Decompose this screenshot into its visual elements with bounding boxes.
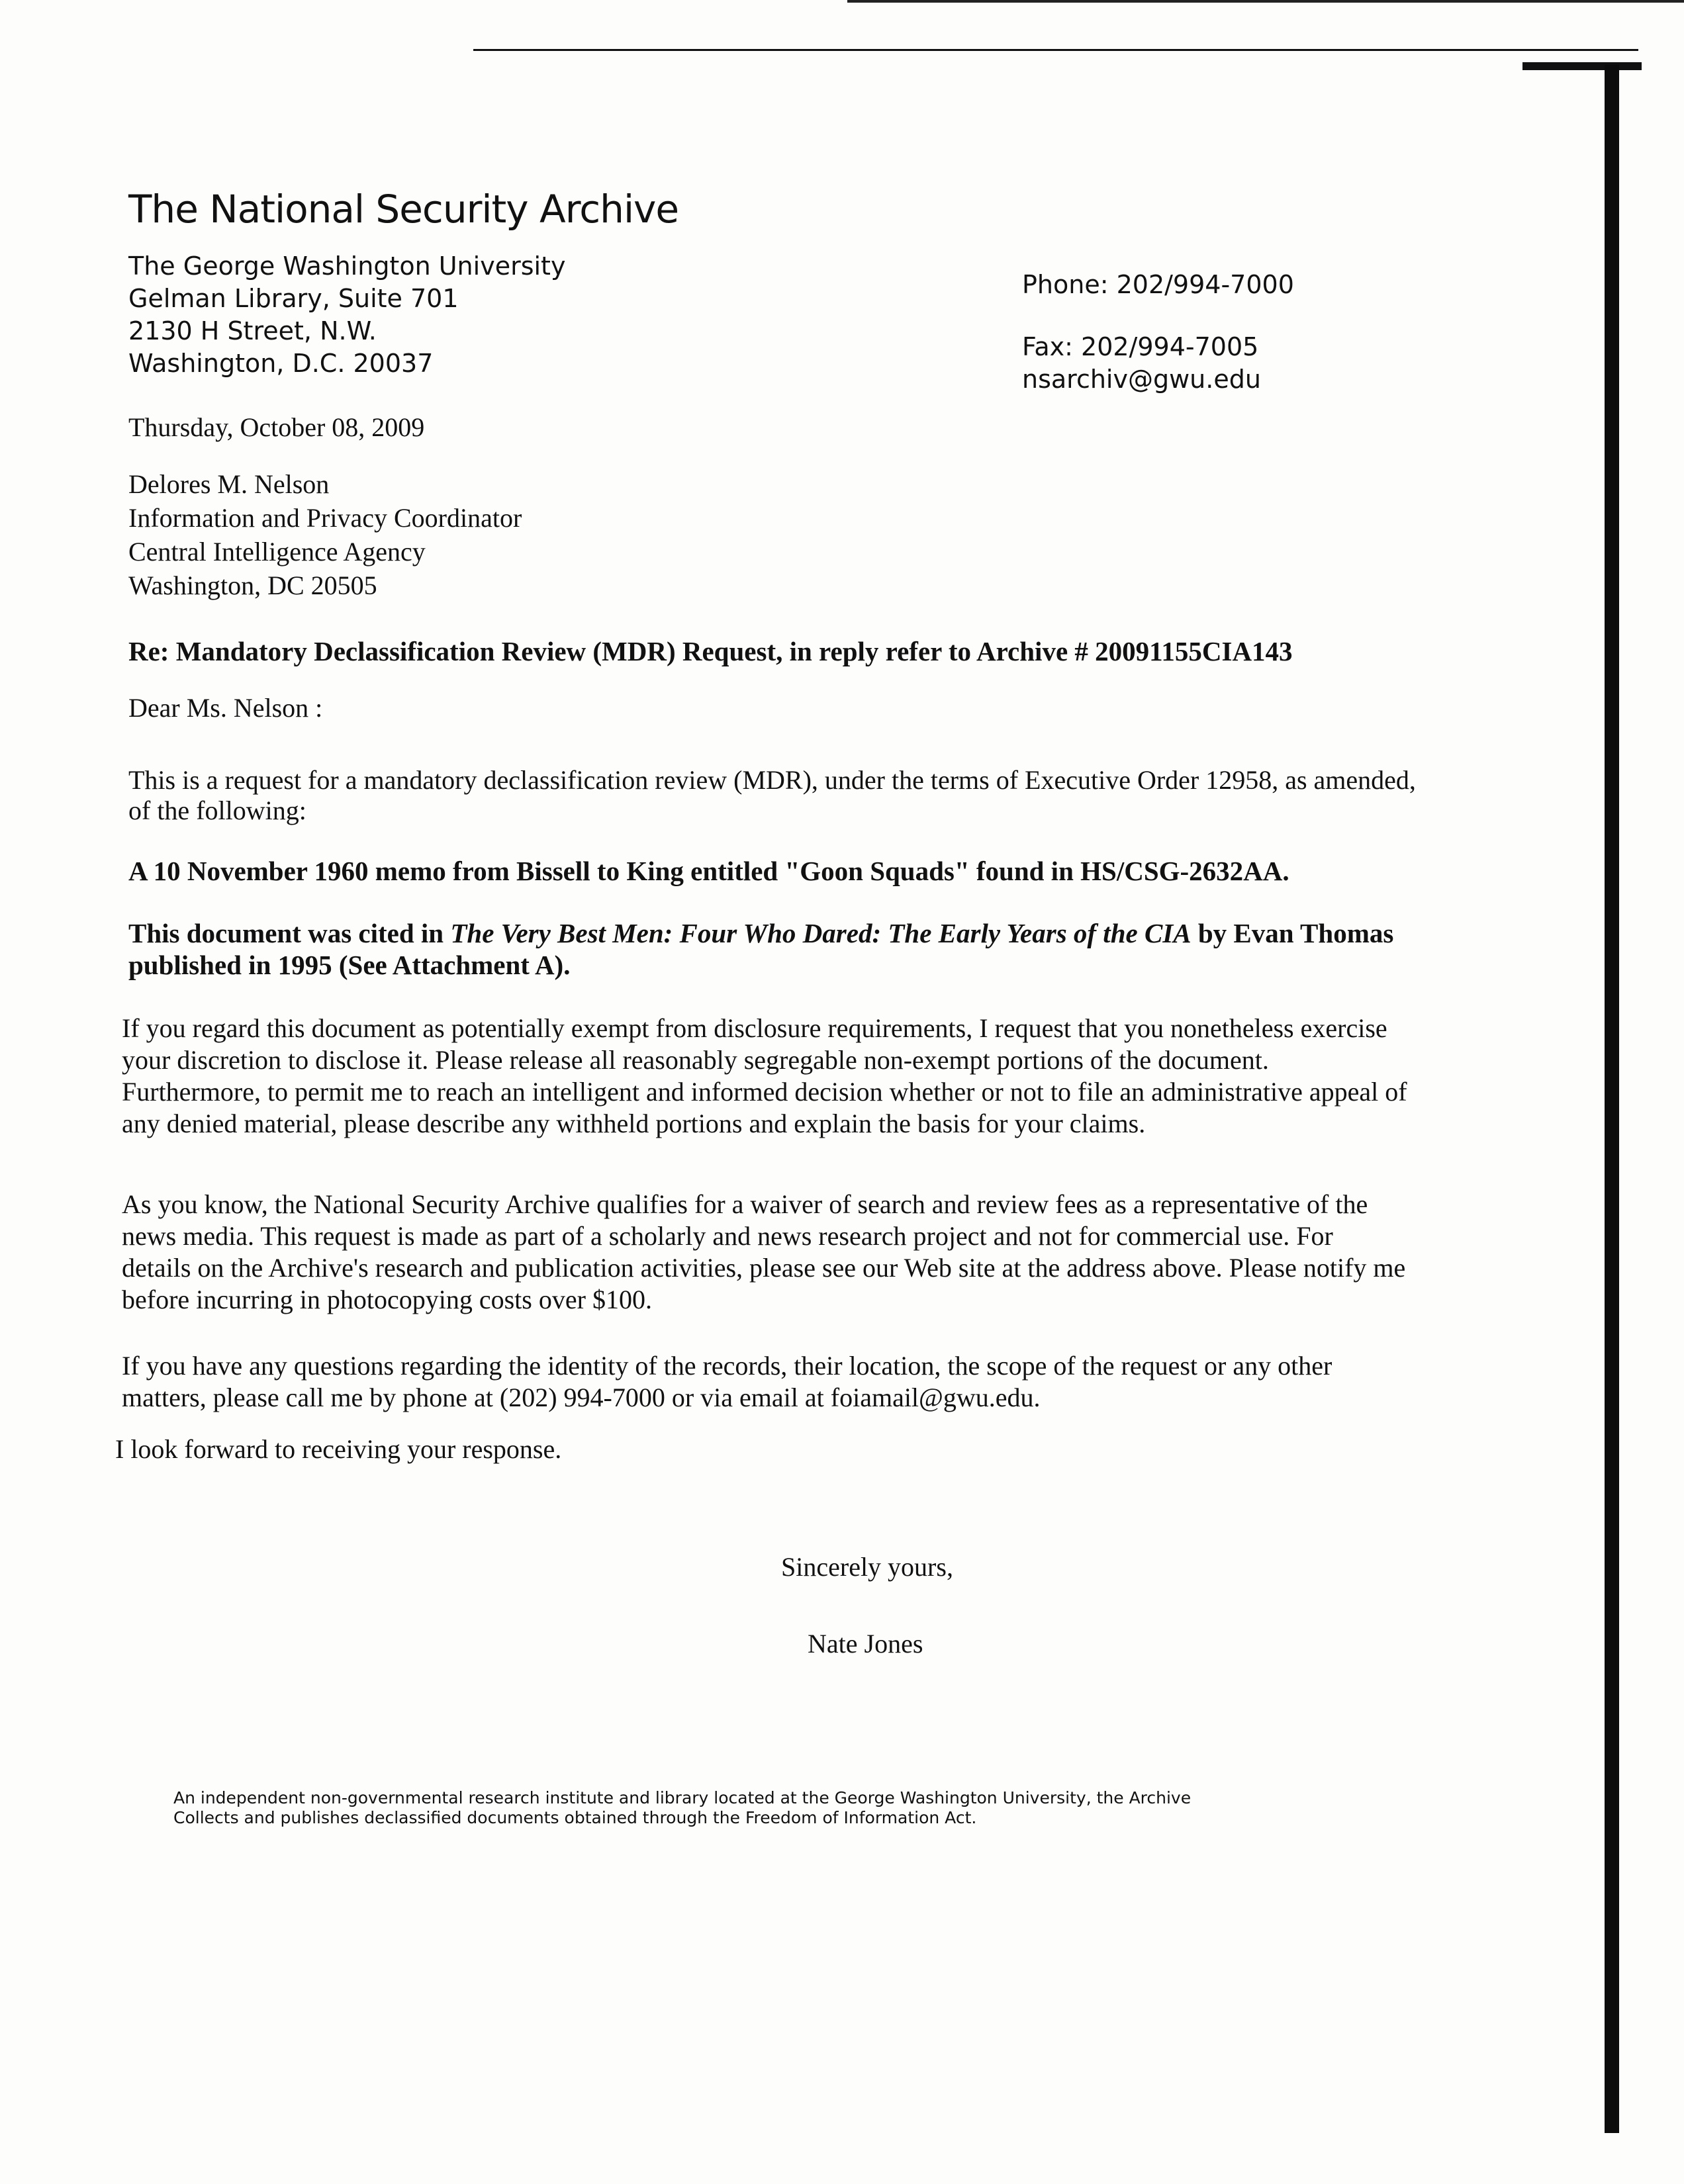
requested-item: A 10 November 1960 memo from Bissell to King entitled "Goon Squads" found in HS/CSG-2632AA. (128, 856, 1289, 886)
closing-line: I look forward to receiving your response. (115, 1434, 562, 1464)
org-title: The National Security Archive (128, 187, 679, 232)
footer-note (173, 1788, 1191, 1828)
salutation: Dear Ms. Nelson : (128, 693, 323, 723)
recipient-line: Delores M. Nelson (128, 469, 330, 499)
paragraph-line: This is a request for a mandatory declassification review (MDR), under the terms of Executive Order 12958, as amended, (128, 765, 1416, 795)
email-line: nsarchiv@gwu.edu (1022, 365, 1261, 394)
paragraph-line: If you regard this document as potentially exempt from disclosure requirements, I request that you nonetheless exercise (122, 1013, 1387, 1043)
letterhead-address (128, 250, 565, 380)
phone-line: Phone: 202/994-7000 (1022, 270, 1294, 299)
citation-line: published in 1995 (See Attachment A). (128, 950, 571, 980)
citation-suffix: by Evan Thomas (1191, 918, 1394, 948)
recipient-line: Central Intelligence Agency (128, 537, 426, 567)
citation-prefix: This document was cited in (128, 918, 451, 948)
scan-top-rule-thick (1522, 62, 1642, 70)
paragraph-line: details on the Archive's research and publication activities, please see our Web site at the address above. Please notify me (122, 1253, 1406, 1283)
scan-top-rule (473, 49, 1638, 51)
intro-paragraph (128, 765, 1416, 826)
address-line: The George Washington University (128, 251, 566, 281)
fee-paragraph (122, 1189, 1405, 1316)
footer-line: Collects and publishes declassified documents obtained through the Freedom of Information Act. (173, 1808, 977, 1827)
address-line: 2130 H Street, N.W. (128, 316, 377, 345)
signer-name: Nate Jones (808, 1629, 923, 1659)
citation-paragraph (128, 917, 1393, 981)
paragraph-line: Furthermore, to permit me to reach an intelligent and informed decision whether or not to file an administrative appeal of (122, 1077, 1407, 1107)
paragraph-line: your discretion to disclose it. Please release all reasonably segregable non-exempt portions of the document. (122, 1045, 1269, 1075)
paragraph-line: any denied material, please describe any withheld portions and explain the basis for your claims. (122, 1109, 1146, 1138)
exemption-paragraph (122, 1013, 1407, 1140)
paragraph-line: before incurring in photocopying costs over $100. (122, 1285, 652, 1314)
paragraph-line: If you have any questions regarding the identity of the records, their location, the scope of the request or any other (122, 1351, 1333, 1381)
fax-line: Fax: 202/994-7005 (1022, 332, 1259, 361)
letterhead-contact (1022, 269, 1294, 396)
address-line: Gelman Library, Suite 701 (128, 284, 459, 313)
recipient-line: Information and Privacy Coordinator (128, 503, 522, 533)
recipient-block (128, 467, 522, 602)
letter-date: Thursday, October 08, 2009 (128, 412, 425, 442)
paragraph-line: of the following: (128, 796, 306, 825)
paragraph-line: news media. This request is made as part of a scholarly and news research project and not for commercial use. For (122, 1221, 1333, 1251)
scan-top-edge (847, 0, 1684, 3)
footer-line: An independent non-governmental research institute and library located at the George Washington University, the Archive (173, 1788, 1192, 1807)
address-line: Washington, D.C. 20037 (128, 349, 434, 378)
signoff: Sincerely yours, (781, 1552, 953, 1582)
recipient-line: Washington, DC 20505 (128, 570, 377, 600)
subject-line: Re: Mandatory Declassification Review (MDR) Request, in reply refer to Archive # 20091155CIA143 (128, 636, 1293, 666)
paragraph-line: As you know, the National Security Archive qualifies for a waiver of search and review fees as a representative of the (122, 1189, 1368, 1219)
citation-line (128, 917, 1393, 949)
book-title: The Very Best Men: Four Who Dared: The Early Years of the CIA (450, 918, 1192, 948)
scan-right-border (1605, 65, 1619, 2133)
contact-paragraph (122, 1350, 1332, 1414)
paragraph-line: matters, please call me by phone at (202) 994-7000 or via email at foiamail@gwu.edu. (122, 1383, 1041, 1412)
